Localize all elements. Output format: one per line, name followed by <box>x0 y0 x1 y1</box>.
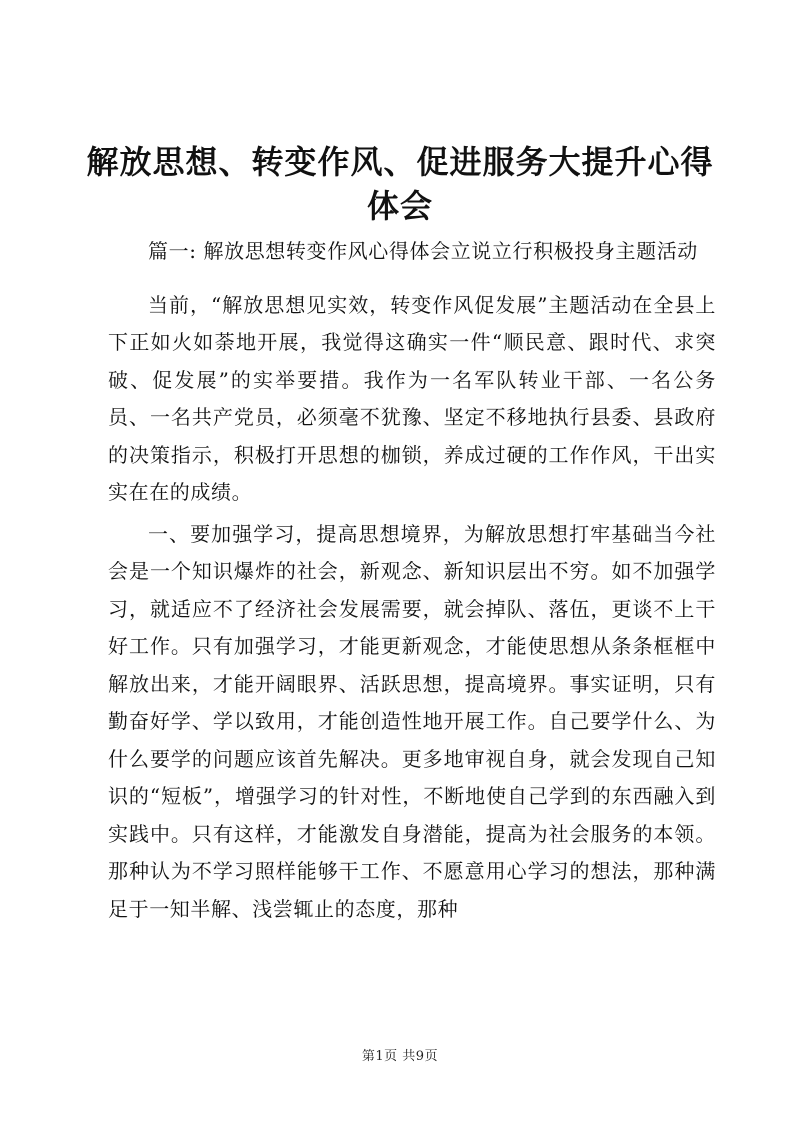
section-heading: 篇一: 解放思想转变作风心得体会立说立行积极投身主题活动 <box>148 239 698 263</box>
document-title: 解放思想、转变作风、促进服务大提升心得体会 <box>86 143 714 225</box>
document-body <box>108 233 716 932</box>
paragraph-intro: 当前，“解放思想见实效，转变作风促发展”主题活动在全县上下正如火如荼地开展，我觉得这确实一件“顺民意、跟时代、求突破、促发展”的实举要措。我作为一名军队转业干部、一名公务员、一名共产党员，必须毫不犹豫、坚定不移地执行县委、县政府的决策指示，积极打开思想的枷锁，养成过硬的工作作风，干出实实在在的成绩。 <box>108 292 716 504</box>
page-number: 第1页 共9页 <box>361 1049 439 1064</box>
paragraph-point-one: 一、要加强学习，提高思想境界，为解放思想打牢基础当今社会是一个知识爆炸的社会，新观念、新知识层出不穷。如不加强学习，就适应不了经济社会发展需要，就会掉队、落伍，更谈不上干好工作。只有加强学习，才能更新观念，才能使思想从条条框框中解放出来，才能开阔眼界、活跃思想，提高境界。事实证明，只有勤奋好学、学以致用，才能创造性地开展工作。自己要学什么、为什么要学的问题应该首先解决。更多地审视自身，就会发现自己知识的“短板”，增强学习的针对性，不断地使自己学到的东西融入到实践中。只有这样，才能激发自身潜能，提高为社会服务的本领。那种认为不学习照样能够干工作、不愿意用心学习的想法，那种满足于一知半解、浅尝辄止的态度，那种 <box>108 521 716 921</box>
